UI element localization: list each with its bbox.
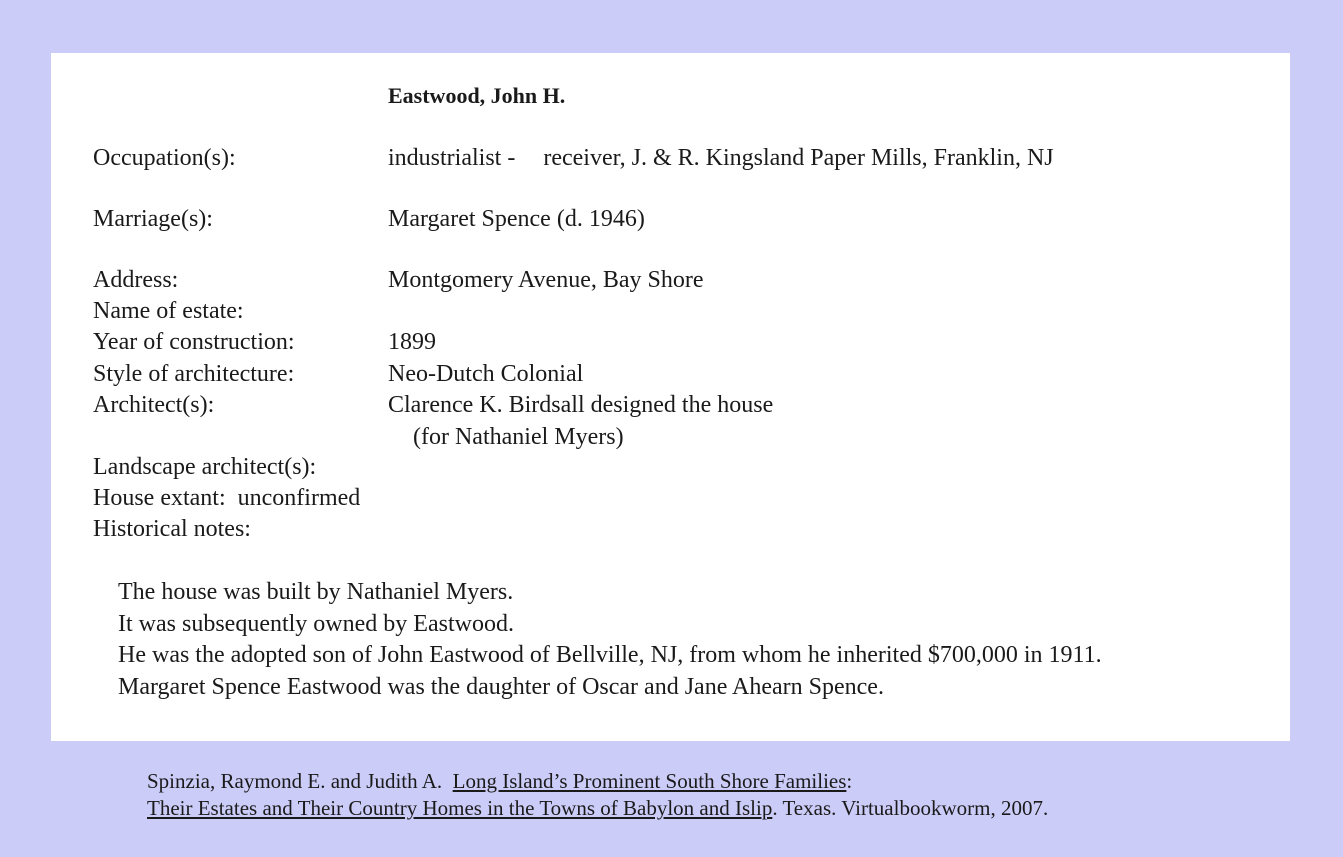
occupation-value	[388, 144, 1054, 172]
citation-publisher: . Texas. Virtualbookworm, 2007.	[772, 796, 1049, 820]
landscape-label: Landscape architect(s):	[93, 454, 317, 480]
address-value: Montgomery Avenue, Bay Shore	[388, 267, 704, 293]
marriage-label: Marriage(s):	[93, 206, 213, 232]
year-label: Year of construction:	[93, 329, 295, 355]
extant-value: unconfirmed	[237, 485, 361, 511]
year-value: 1899	[388, 329, 436, 355]
marriage-value: Margaret Spence (d. 1946)	[388, 206, 645, 232]
citation-title-1: Long Island’s Prominent South Shore Families	[452, 769, 847, 793]
historical-notes	[118, 577, 1102, 703]
person-name: Eastwood, John H.	[388, 83, 566, 108]
citation	[147, 768, 1048, 822]
extant-row	[93, 484, 360, 512]
occupation-part2: receiver, J. & R. Kingsland Paper Mills, Franklin, NJ	[543, 145, 1054, 171]
architect-label: Architect(s):	[93, 392, 215, 418]
architect-note: (for Nathaniel Myers)	[413, 424, 624, 450]
citation-authors: Spinzia, Raymond E. and Judith A.	[147, 769, 443, 793]
estate-label: Name of estate:	[93, 298, 244, 324]
architect-value: Clarence K. Birdsall designed the house	[388, 392, 774, 418]
address-label: Address:	[93, 267, 179, 293]
note-line: He was the adopted son of John Eastwood of Bellville, NJ, from whom he inherited $700,000 in 1911.	[118, 642, 1102, 668]
record-card	[51, 53, 1290, 741]
occupation-part1: industrialist -	[388, 145, 516, 171]
style-value: Neo-Dutch Colonial	[388, 361, 584, 387]
notes-label: Historical notes:	[93, 516, 251, 542]
extant-label: House extant:	[93, 485, 226, 511]
citation-line-2	[147, 795, 1048, 822]
note-line: It was subsequently owned by Eastwood.	[118, 610, 514, 637]
citation-title-2: Their Estates and Their Country Homes in the Towns of Babylon and Islip	[147, 796, 773, 820]
style-label: Style of architecture:	[93, 361, 295, 387]
citation-line-1: Spinzia, Raymond E. and Judith A. Long Island’s Prominent South Shore Families:	[147, 769, 853, 793]
note-line: Margaret Spence Eastwood was the daughter of Oscar and Jane Ahearn Spence.	[118, 673, 884, 700]
note-line: The house was built by Nathaniel Myers.	[118, 579, 514, 605]
occupation-label: Occupation(s):	[93, 145, 236, 171]
